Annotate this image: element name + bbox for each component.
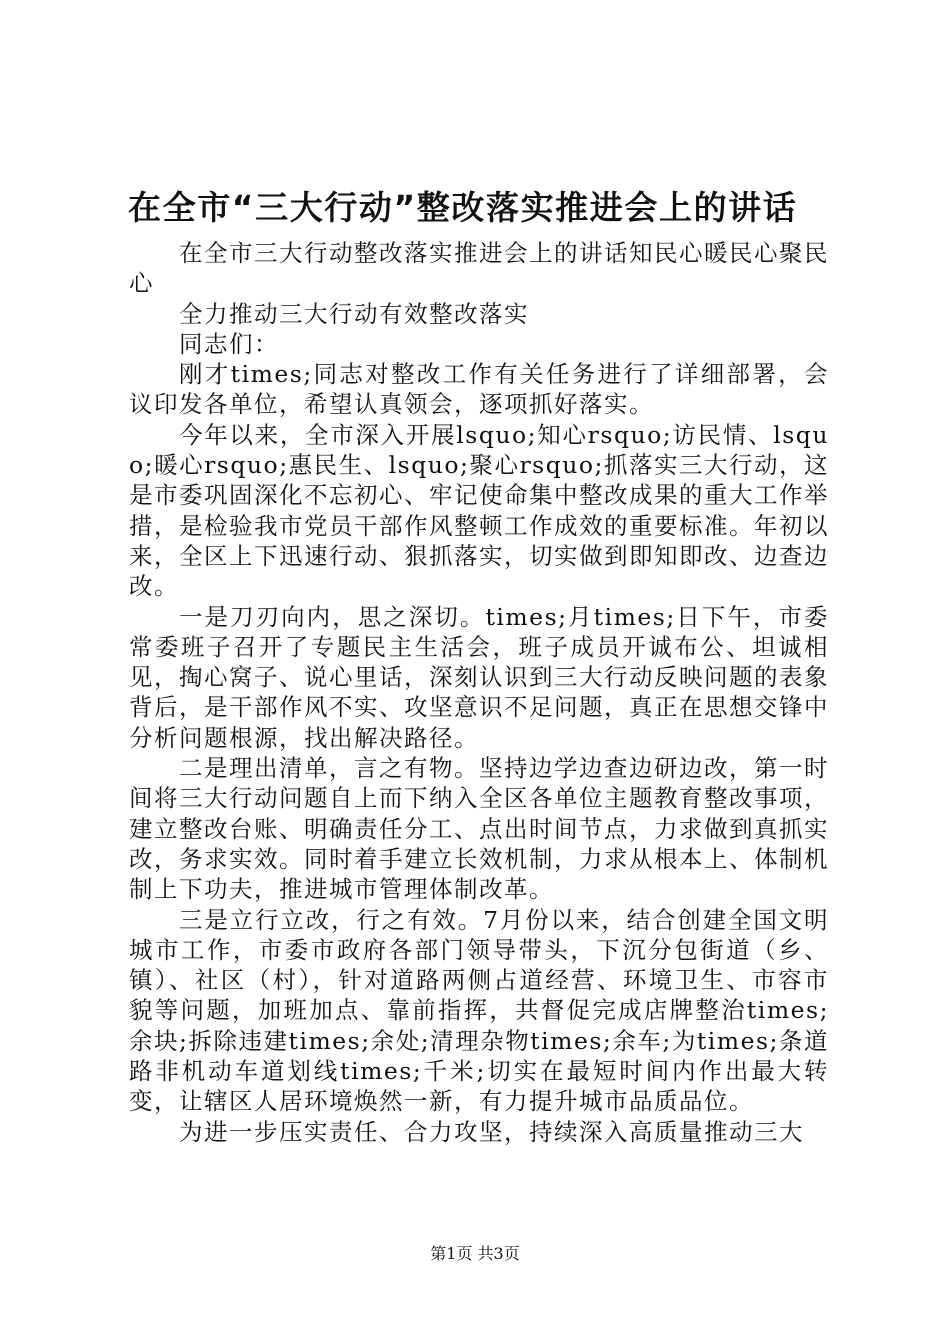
paragraph: 全力推动三大行动有效整改落实: [179, 299, 529, 328]
paragraph: 二是理出清单，言之有物。坚持边学边查边研边改，第一时间将三大行动问题自上而下纳入全区各单位主题教育整改事项，建立整改台账、明确责任分工、点出时间节点，力求做到真抓实改，务求实效。同时着手建立长效机制，力求从根本上、体制机制上下功夫，推进城市管理体制改革。: [129, 754, 829, 904]
paragraph: 今年以来，全市深入开展lsquo;知心rsquo;访民情、lsquo;暖心rsquo;惠民生、lsquo;聚心rsquo;抓落实三大行动，这是市委巩固深化不忘初心、牢记使命集中整改成果的重大工作举措，是检验我市党员干部作风整顿工作成效的重要标准。年初以来，全区上下迅速行动、狠抓落实，切实做到即知即改、边查边改。: [129, 420, 829, 601]
paragraph: 在全市三大行动整改落实推进会上的讲话知民心暖民心聚民心: [129, 239, 829, 298]
document-title: 在全市“三大行动”整改落实推进会上的讲话: [128, 188, 798, 227]
page-indicator: 第1页 共3页: [430, 1244, 520, 1263]
paragraph: 刚才times;同志对整改工作有关任务进行了详细部署，会议印发各单位，希望认真领会，逐项抓好落实。: [129, 360, 829, 419]
paragraph: 一是刀刃向内，思之深切。times;月times;日下午，市委常委班子召开了专题民主生活会，班子成员开诚布公、坦诚相见，掏心窝子、说心里话，深刻认识到三大行动反映问题的表象背后，是干部作风不实、攻坚意识不足问题，真正在思想交锋中分析问题根源，找出解决路径。: [129, 602, 829, 752]
paragraph: 为进一步压实责任、合力攻坚，持续深入高质量推动三大: [179, 1117, 804, 1146]
page-footer: [0, 1243, 950, 1265]
document-body: [129, 238, 829, 1147]
paragraph: 同志们：: [179, 329, 279, 358]
paragraph: 三是立行立改，行之有效。7月份以来，结合创建全国文明城市工作，市委市政府各部门领导带头，下沉分包街道（乡、镇）、社区（村），针对道路两侧占道经营、环境卫生、市容市貌等问题，加班加点、靠前指挥，共督促完成店牌整治times;余块;拆除违建times;余处;清理杂物times;余车;为times;条道路非机动车道划线times;千米;切实在最短时间内作出最大转变，让辖区人居环境焕然一新，有力提升城市品质品位。: [129, 905, 829, 1116]
